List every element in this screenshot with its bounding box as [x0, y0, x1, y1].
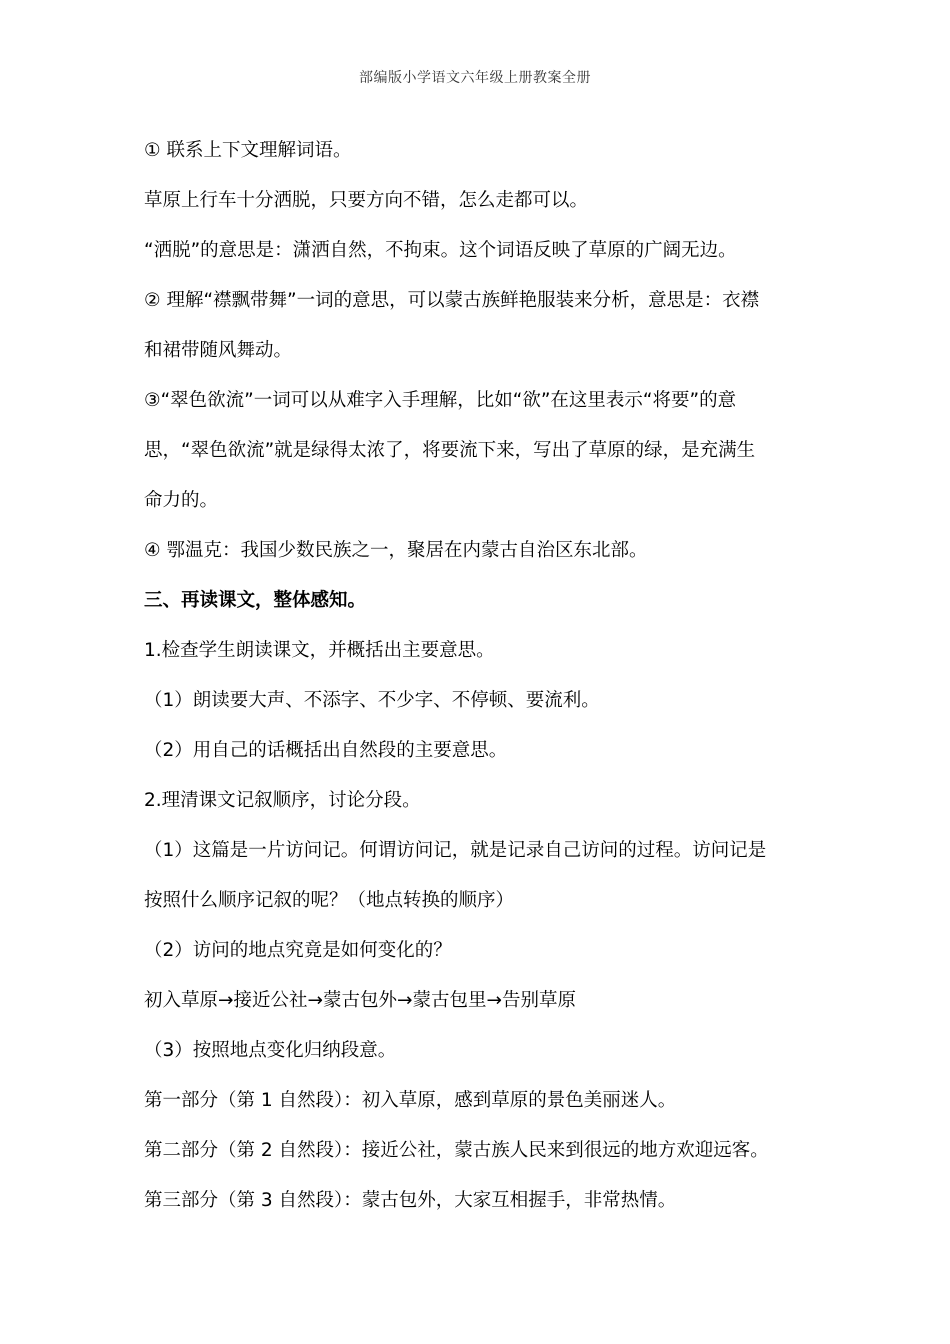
text-line: ④ 鄂温克：我国少数民族之一，聚居在内蒙古自治区东北部。 [144, 540, 648, 561]
text-line: ① 联系上下文理解词语。 [144, 140, 352, 161]
text-line: 第二部分（第 2 自然段）：接近公社，蒙古族人民来到很远的地方欢迎远客。 [144, 1140, 769, 1161]
text-line: 第一部分（第 1 自然段）：初入草原，感到草原的景色美丽迷人。 [144, 1090, 677, 1111]
text-line: 第三部分（第 3 自然段）：蒙古包外，大家互相握手，非常热情。 [144, 1190, 677, 1211]
text-line: 按照什么顺序记叙的呢？（地点转换的顺序） [144, 890, 515, 911]
page-header: 部编版小学语文六年级上册教案全册 [359, 70, 591, 86]
text-line: （2）访问的地点究竟是如何变化的？ [144, 940, 452, 961]
text-line: 思，“翠色欲流”就是绿得太浓了，将要流下来，写出了草原的绿，是充满生 [144, 440, 756, 461]
text-line: （1）朗读要大声、不添字、不少字、不停顿、要流利。 [144, 690, 600, 711]
document-body [144, 136, 814, 1236]
text-line: 命力的。 [144, 490, 219, 511]
text-line: （2）用自己的话概括出自然段的主要意思。 [144, 740, 508, 761]
text-line: （3）按照地点变化归纳段意。 [144, 1040, 397, 1061]
text-line: 2.理清课文记叙顺序，讨论分段。 [144, 790, 421, 811]
section-heading: 三、再读课文，整体感知。 [144, 590, 367, 611]
text-line: 1.检查学生朗读课文，并概括出主要意思。 [144, 640, 495, 661]
text-line: “洒脱”的意思是：潇洒自然，不拘束。这个词语反映了草原的广阔无边。 [144, 240, 737, 261]
text-line: ③“翠色欲流”一词可以从难字入手理解，比如“欲”在这里表示“将要”的意 [144, 390, 737, 411]
text-line: 草原上行车十分洒脱，只要方向不错，怎么走都可以。 [144, 190, 589, 211]
text-line: 初入草原→接近公社→蒙古包外→蒙古包里→告别草原 [144, 990, 577, 1011]
text-line: （1）这篇是一片访问记。何谓访问记，就是记录自己访问的过程。访问记是 [144, 840, 767, 861]
text-line: ② 理解“襟飘带舞”一词的意思，可以蒙古族鲜艳服装来分析，意思是：衣襟 [144, 290, 760, 311]
text-line: 和裙带随风舞动。 [144, 340, 293, 361]
